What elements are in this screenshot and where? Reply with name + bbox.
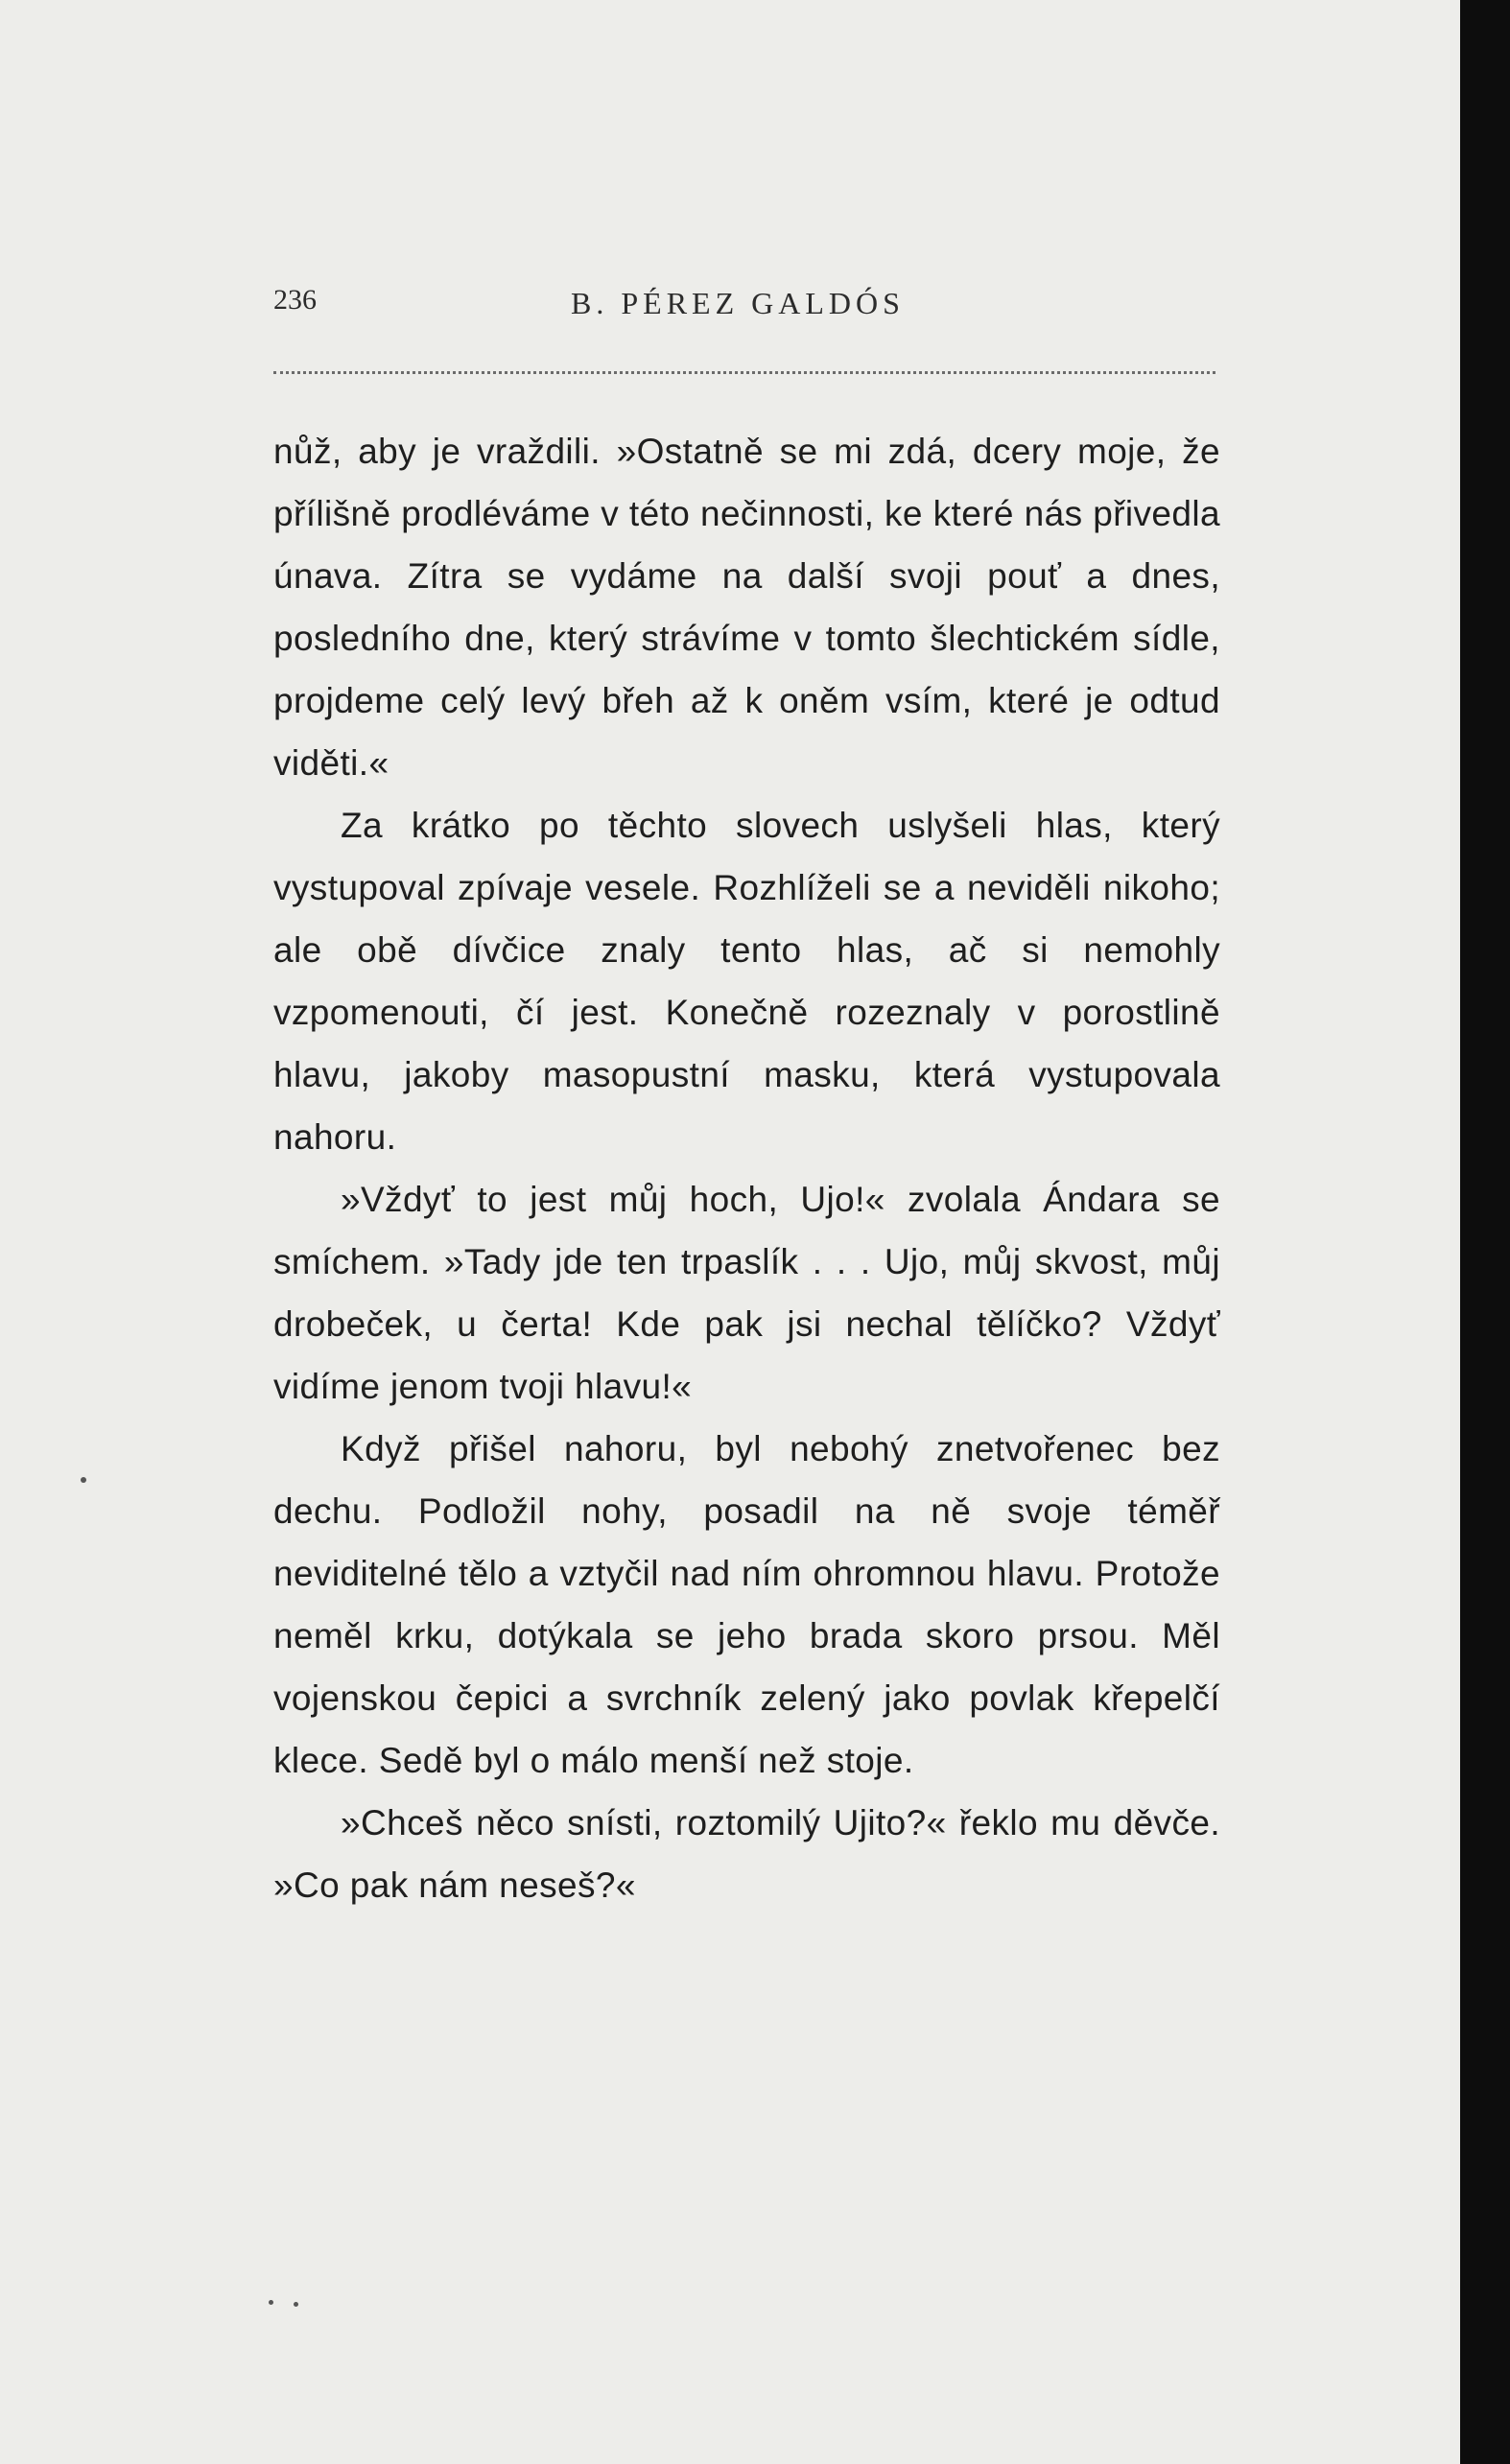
paragraph: »Vždyť to jest můj hoch, Ujo!« zvolala Ándara se smíchem. »Tady jde ten trpaslík . . . Ujo, můj skvost, můj drobeček, u čerta! Kde pak jsi nechal tělíčko? Vždyť vidíme jenom tvoji hlavu!«: [273, 1180, 1220, 1406]
paragraph: nůž, aby je vraždili. »Ostatně se mi zdá, dcery moje, že přílišně prodléváme v této nečinnosti, ke které nás přivedla únava. Zítra se vydáme na další svoji pouť a dnes, posledního dne, který strávíme v tomto šlechtickém sídle, projdeme celý levý břeh až k oněm vsím, které je odtud viděti.«: [273, 432, 1220, 783]
paragraph: Za krátko po těchto slovech uslyšeli hlas, který vystupoval zpívaje vesele. Rozhlíželi se a neviděli nikoho; ale obě dívčice znaly tento hlas, ač si nemohly vzpomenouti, čí jest. Konečně rozeznaly v porostlině hlavu, jakoby masopustní masku, která vystupovala nahoru.: [273, 806, 1220, 1157]
scan-speck: [81, 1477, 86, 1483]
scan-speck: [294, 2302, 298, 2307]
author-name: B. PÉREZ GALDÓS: [571, 286, 905, 320]
running-head: [273, 280, 1223, 328]
body-text: [273, 420, 1220, 1916]
header-rule: [273, 371, 1215, 374]
scan-dark-edge: [1460, 0, 1510, 2464]
paragraph: Když přišel nahoru, byl nebohý znetvořenec bez dechu. Podložil nohy, posadil na ně svoje téměř neviditelné tělo a vztyčil nad ním ohromnou hlavu. Protože neměl krku, dotýkala se jeho brada skoro prsou. Měl vojenskou čepici a svrchník zelený jako povlak křepelčí klece. Sedě byl o málo menší než stoje.: [273, 1429, 1220, 1780]
scan-speck: [269, 2300, 273, 2305]
paragraph: »Chceš něco snísti, roztomilý Ujito?« řeklo mu děvče. »Co pak nám neseš?«: [273, 1803, 1220, 1905]
page-number: 236: [273, 284, 317, 316]
